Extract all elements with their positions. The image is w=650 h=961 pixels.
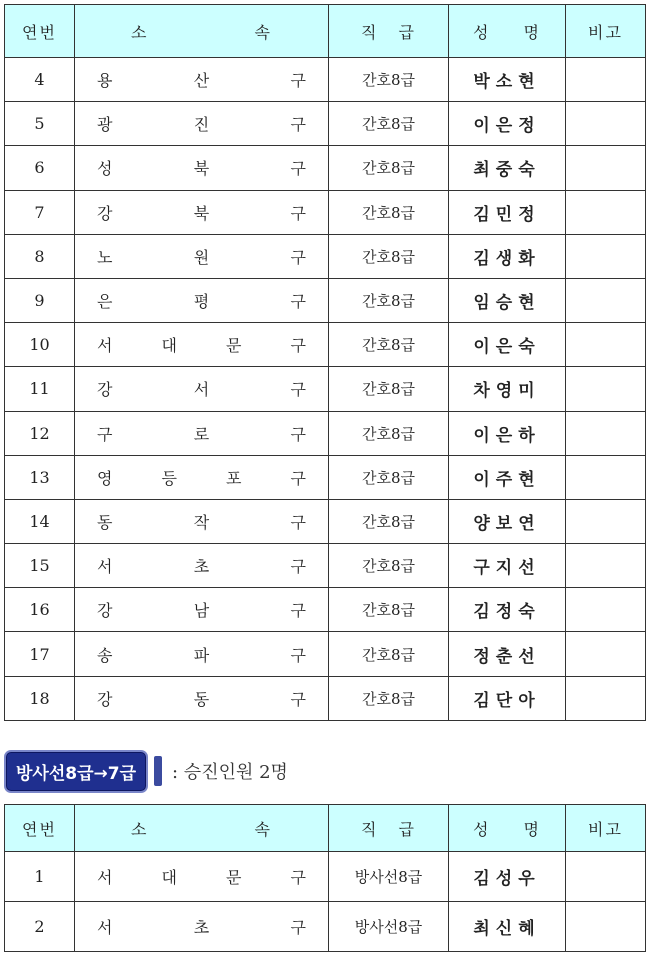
- header-no: 연번: [5, 805, 75, 852]
- cell-grade: 간호8급: [329, 632, 449, 676]
- table-row: [5, 190, 646, 234]
- header-note: 비고: [566, 5, 646, 58]
- cell-name: 김단아: [449, 676, 566, 720]
- dept-char: 구: [290, 645, 306, 665]
- cell-name: 최신혜: [449, 902, 566, 952]
- cell-no: 4: [5, 58, 75, 102]
- header-grade-b: 급: [398, 819, 416, 839]
- cell-note: [566, 499, 646, 543]
- dept-char: 강: [97, 380, 113, 400]
- cell-dept: [75, 367, 329, 411]
- dept-char: 대: [161, 336, 177, 356]
- table-row: [5, 411, 646, 455]
- header-dept-a: 소: [131, 819, 149, 839]
- dept-char: 구: [290, 424, 306, 444]
- cell-grade: 간호8급: [329, 323, 449, 367]
- dept-char: 구: [97, 424, 113, 444]
- dept-char: 광: [97, 115, 113, 135]
- table-row: [5, 499, 646, 543]
- cell-no: 5: [5, 102, 75, 146]
- cell-grade: 간호8급: [329, 499, 449, 543]
- dept-char: 구: [290, 557, 306, 577]
- header-grade-b: 급: [398, 22, 416, 42]
- cell-dept: [75, 852, 329, 902]
- dept-char: 대: [161, 868, 177, 887]
- table-row: [5, 102, 646, 146]
- cell-dept: [75, 902, 329, 952]
- dept-char: 구: [290, 203, 306, 223]
- cell-dept: [75, 102, 329, 146]
- cell-grade: 간호8급: [329, 588, 449, 632]
- table-row: [5, 234, 646, 278]
- cell-no: 11: [5, 367, 75, 411]
- cell-name: 김민정: [449, 190, 566, 234]
- dept-char: 북: [193, 203, 210, 223]
- cell-name: 김정숙: [449, 588, 566, 632]
- cell-no: 18: [5, 676, 75, 720]
- dept-char: 구: [290, 512, 306, 532]
- cell-name: 양보연: [449, 499, 566, 543]
- cell-grade: 간호8급: [329, 455, 449, 499]
- header-grade: [329, 5, 449, 58]
- cell-dept: [75, 278, 329, 322]
- header-name-a: 성: [473, 819, 491, 839]
- promotion-table-nurse: [4, 4, 646, 721]
- cell-no: 16: [5, 588, 75, 632]
- dept-char: 서: [97, 336, 113, 356]
- table-body: [5, 58, 646, 721]
- cell-no: 1: [5, 852, 75, 902]
- cell-dept: [75, 632, 329, 676]
- dept-char: 송: [97, 645, 113, 665]
- table-row: [5, 278, 646, 322]
- table-row: [5, 323, 646, 367]
- cell-no: 6: [5, 146, 75, 190]
- section-badge: 방사선8급→7급: [4, 750, 148, 793]
- cell-dept: [75, 455, 329, 499]
- dept-char: 노: [97, 247, 113, 267]
- table-row: [5, 58, 646, 102]
- dept-char: 구: [290, 468, 306, 488]
- dept-char: 구: [290, 115, 306, 135]
- header-name: [449, 805, 566, 852]
- cell-note: [566, 632, 646, 676]
- cell-no: 7: [5, 190, 75, 234]
- table-row: [5, 588, 646, 632]
- cell-dept: [75, 544, 329, 588]
- badge-separator: [154, 756, 162, 786]
- promotion-quota: : 승진인원 2명: [172, 762, 288, 783]
- table-row: [5, 455, 646, 499]
- header-name-a: 성: [473, 22, 491, 42]
- dept-char: 포: [226, 468, 242, 488]
- table-header-row: [5, 5, 646, 58]
- dept-char: 남: [193, 601, 210, 621]
- section-banner: [4, 752, 288, 790]
- dept-char: 구: [290, 336, 306, 356]
- cell-no: 9: [5, 278, 75, 322]
- cell-grade: 방사선8급: [329, 852, 449, 902]
- cell-note: [566, 367, 646, 411]
- header-grade-a: 직: [361, 819, 379, 839]
- table-row: [5, 146, 646, 190]
- table-header-row: [5, 805, 646, 852]
- cell-name: 차영미: [449, 367, 566, 411]
- cell-no: 15: [5, 544, 75, 588]
- table-row: [5, 902, 646, 952]
- dept-char: 영: [97, 468, 113, 488]
- header-dept-b: 속: [254, 22, 272, 42]
- dept-char: 구: [290, 601, 306, 621]
- cell-name: 박소현: [449, 58, 566, 102]
- dept-char: 강: [97, 689, 113, 709]
- header-no: 연번: [5, 5, 75, 58]
- cell-grade: 간호8급: [329, 146, 449, 190]
- cell-note: [566, 544, 646, 588]
- cell-note: [566, 102, 646, 146]
- header-name: [449, 5, 566, 58]
- dept-char: 파: [193, 645, 210, 665]
- dept-char: 등: [161, 468, 177, 488]
- cell-dept: [75, 676, 329, 720]
- table-row: [5, 676, 646, 720]
- cell-name: 최중숙: [449, 146, 566, 190]
- cell-note: [566, 234, 646, 278]
- cell-dept: [75, 323, 329, 367]
- table-body: [5, 852, 646, 952]
- cell-no: 14: [5, 499, 75, 543]
- dept-char: 서: [97, 868, 113, 887]
- cell-dept: [75, 146, 329, 190]
- header-grade-a: 직: [361, 22, 379, 42]
- cell-note: [566, 323, 646, 367]
- cell-grade: 간호8급: [329, 411, 449, 455]
- table-row: [5, 632, 646, 676]
- cell-grade: 간호8급: [329, 58, 449, 102]
- cell-no: 13: [5, 455, 75, 499]
- cell-no: 2: [5, 902, 75, 952]
- cell-grade: 간호8급: [329, 102, 449, 146]
- cell-no: 8: [5, 234, 75, 278]
- dept-char: 서: [97, 918, 113, 937]
- dept-char: 구: [290, 247, 306, 267]
- cell-grade: 간호8급: [329, 234, 449, 278]
- cell-note: [566, 588, 646, 632]
- cell-no: 12: [5, 411, 75, 455]
- table-row: [5, 367, 646, 411]
- cell-dept: [75, 58, 329, 102]
- cell-name: 이주현: [449, 455, 566, 499]
- cell-note: [566, 146, 646, 190]
- cell-name: 이은숙: [449, 323, 566, 367]
- cell-dept: [75, 588, 329, 632]
- cell-dept: [75, 190, 329, 234]
- dept-char: 구: [290, 868, 306, 887]
- header-grade: [329, 805, 449, 852]
- cell-note: [566, 455, 646, 499]
- cell-name: 김성우: [449, 852, 566, 902]
- header-note: 비고: [566, 805, 646, 852]
- cell-no: 17: [5, 632, 75, 676]
- cell-name: 이은정: [449, 102, 566, 146]
- dept-char: 산: [193, 71, 210, 91]
- cell-note: [566, 411, 646, 455]
- dept-char: 구: [290, 918, 306, 937]
- cell-note: [566, 676, 646, 720]
- dept-char: 구: [290, 159, 306, 179]
- cell-grade: 간호8급: [329, 367, 449, 411]
- cell-grade: 간호8급: [329, 190, 449, 234]
- cell-grade: 간호8급: [329, 278, 449, 322]
- dept-char: 강: [97, 601, 113, 621]
- dept-char: 북: [193, 159, 210, 179]
- header-name-b: 명: [523, 819, 541, 839]
- header-dept-b: 속: [254, 819, 272, 839]
- cell-no: 10: [5, 323, 75, 367]
- cell-note: [566, 852, 646, 902]
- cell-note: [566, 190, 646, 234]
- table-row: [5, 544, 646, 588]
- cell-name: 이은하: [449, 411, 566, 455]
- header-name-b: 명: [523, 22, 541, 42]
- dept-char: 구: [290, 71, 306, 91]
- dept-char: 초: [193, 918, 210, 937]
- dept-char: 강: [97, 203, 113, 223]
- dept-char: 동: [193, 689, 210, 709]
- cell-dept: [75, 499, 329, 543]
- cell-name: 구지선: [449, 544, 566, 588]
- cell-grade: 방사선8급: [329, 902, 449, 952]
- dept-char: 동: [97, 512, 113, 532]
- cell-note: [566, 278, 646, 322]
- dept-char: 서: [193, 380, 210, 400]
- dept-char: 은: [97, 292, 113, 312]
- dept-char: 문: [226, 868, 242, 887]
- cell-grade: 간호8급: [329, 676, 449, 720]
- cell-dept: [75, 411, 329, 455]
- cell-note: [566, 58, 646, 102]
- cell-dept: [75, 234, 329, 278]
- promotion-table-radiology: [4, 804, 646, 952]
- dept-char: 로: [193, 424, 210, 444]
- table-row: [5, 852, 646, 902]
- header-dept: [75, 5, 329, 58]
- cell-name: 김생화: [449, 234, 566, 278]
- header-dept-a: 소: [131, 22, 149, 42]
- dept-char: 구: [290, 292, 306, 312]
- dept-char: 진: [193, 115, 210, 135]
- dept-char: 평: [193, 292, 210, 312]
- cell-grade: 간호8급: [329, 544, 449, 588]
- dept-char: 구: [290, 380, 306, 400]
- dept-char: 작: [193, 512, 210, 532]
- header-dept: [75, 805, 329, 852]
- dept-char: 초: [193, 557, 210, 577]
- dept-char: 문: [226, 336, 242, 356]
- cell-note: [566, 902, 646, 952]
- cell-name: 임승현: [449, 278, 566, 322]
- dept-char: 구: [290, 689, 306, 709]
- dept-char: 원: [193, 247, 210, 267]
- dept-char: 서: [97, 557, 113, 577]
- dept-char: 용: [97, 71, 113, 91]
- dept-char: 성: [97, 159, 113, 179]
- cell-name: 정춘선: [449, 632, 566, 676]
